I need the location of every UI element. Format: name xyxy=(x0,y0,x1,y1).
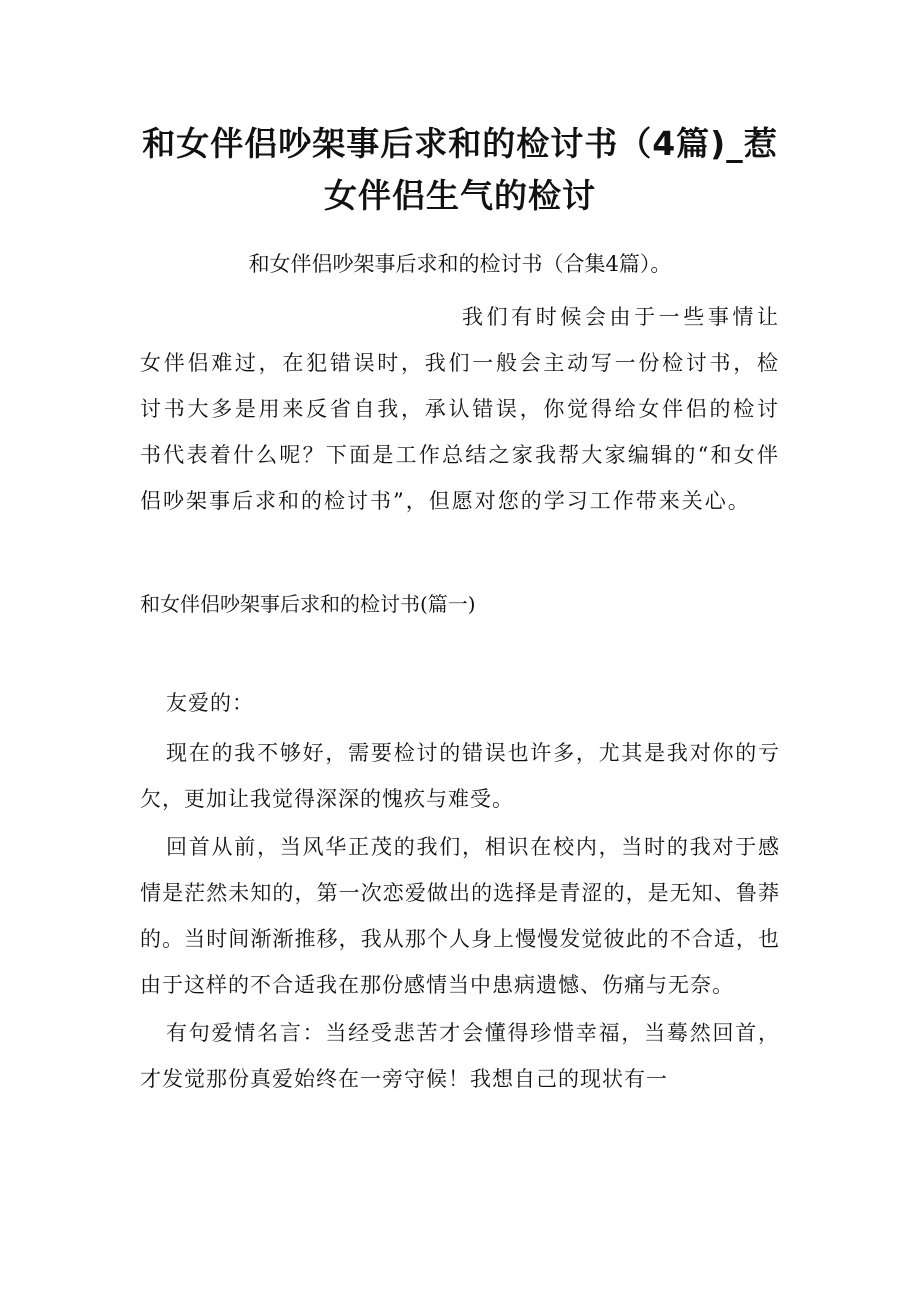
letter-paragraph-1: 现在的我不够好，需要检讨的错误也许多，尤其是我对你的亏欠，更加让我觉得深深的愧疚与难受。 xyxy=(140,741,780,811)
document-subtitle: 和女伴侣吵架事后求和的检讨书（合集4篇）。 xyxy=(248,252,672,276)
letter-paragraph-2: 回首从前，当风华正茂的我们，相识在校内，当时的我对于感情是茫然未知的，第一次恋爱做出的选择是青涩的，是无知、鲁莽的。当时间渐渐推移，我从那个人身上慢慢发觉彼此的不合适，也由于这样的不合适我在那份感情当中患病遗憾、伤痛与无奈。 xyxy=(140,835,780,997)
salutation: 友爱的： xyxy=(166,691,254,715)
letter-body xyxy=(140,680,780,1104)
document-title: 和女伴侣吵架事后求和的检讨书（4篇)_惹女伴侣生气的检讨 xyxy=(142,124,778,215)
section-heading: 和女伴侣吵架事后求和的检讨书(篇一) xyxy=(140,592,476,616)
intro-paragraph: 我们有时候会由于一些事情让女伴侣难过，在犯错误时，我们一般会主动写一份检讨书，检讨书大多是用来反省自我，承认错误，你觉得给女伴侣的检讨书代表着什么呢？下面是工作总结之家我帮大家编辑的“和女伴侣吵架事后求和的检讨书”，但愿对您的学习工作带来关心。 xyxy=(140,305,780,513)
letter-paragraph-3: 有句爱情名言：当经受悲苦才会懂得珍惜幸福，当蓦然回首，才发觉那份真爱始终在一旁守候！我想自己的现状有一 xyxy=(140,1021,780,1091)
